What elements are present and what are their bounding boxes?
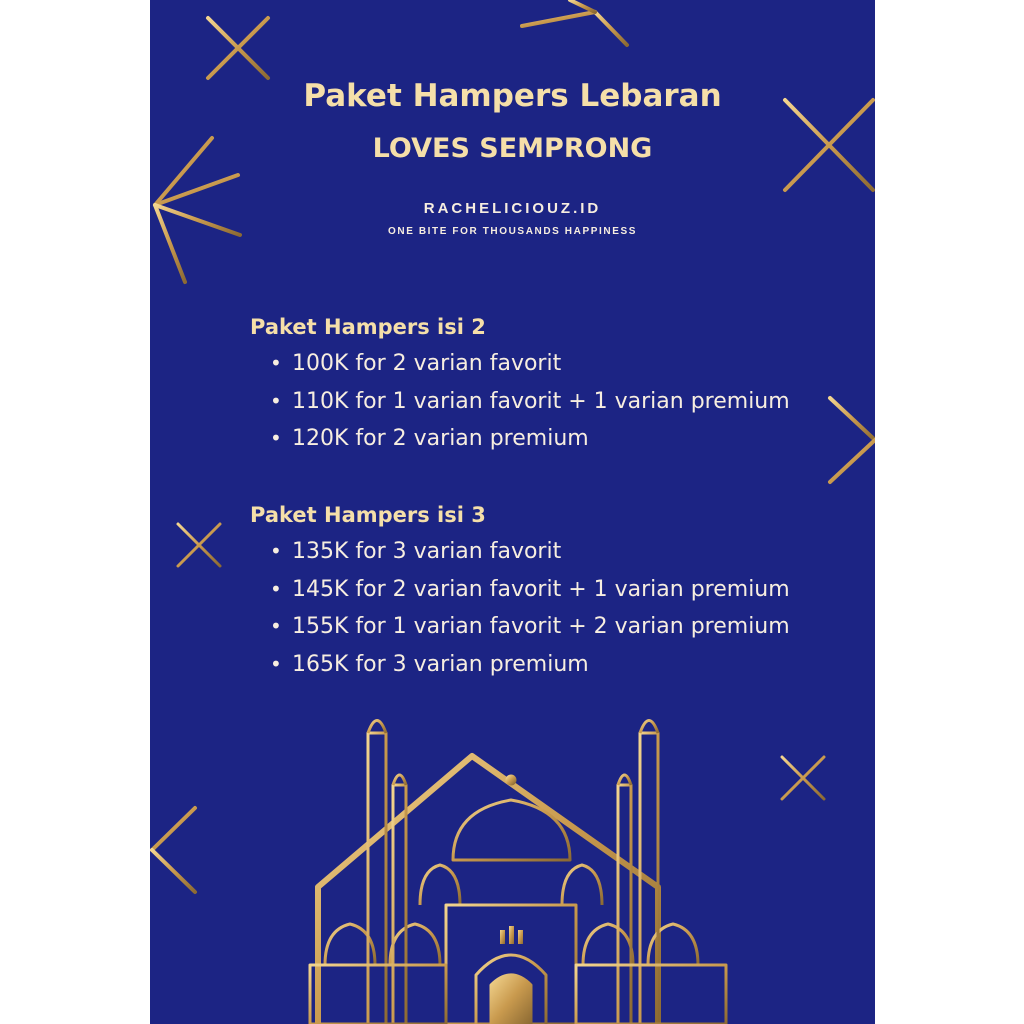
- brand-tagline: ONE BITE FOR THOUSANDS HAPPINESS: [388, 226, 637, 237]
- sparkle-star-icon: [164, 513, 234, 580]
- price-list-item: [270, 345, 790, 383]
- bullet-icon: •: [270, 539, 282, 563]
- price-item-text: 120K for 2 varian premium: [292, 426, 589, 451]
- bullet-icon: •: [270, 426, 282, 450]
- price-list: [270, 533, 790, 683]
- mosque-illustration: [310, 721, 726, 1024]
- poster-subtitle: LOVES SEMPRONG: [372, 133, 653, 164]
- price-list-item: [270, 533, 790, 571]
- sparkle-star-icon: [768, 745, 840, 812]
- poster: [150, 0, 875, 1024]
- poster-title: Paket Hampers Lebaran: [303, 78, 722, 114]
- bullet-icon: •: [270, 614, 282, 638]
- price-item-text: 165K for 3 varian premium: [292, 651, 589, 677]
- sparkle-star-icon: [522, 0, 627, 45]
- price-item-text: 135K for 3 varian favorit: [292, 539, 562, 564]
- price-item-text: 100K for 2 varian favorit: [292, 351, 562, 376]
- price-list-item: [270, 608, 790, 646]
- bullet-icon: •: [270, 651, 282, 676]
- brand-name: RACHELICIOUZ.ID: [423, 200, 602, 217]
- price-item-text: 155K for 1 varian favorit + 2 varian premium: [292, 614, 790, 639]
- price-list-item: [270, 571, 790, 609]
- sparkle-star-icon: [152, 790, 230, 910]
- section-heading: Paket Hampers isi 3: [250, 503, 486, 527]
- price-list: [270, 345, 790, 458]
- price-item-text: 145K for 2 varian favorit + 1 varian premium: [292, 576, 790, 602]
- price-list-item: [270, 383, 790, 421]
- bullet-icon: •: [270, 351, 282, 375]
- price-list-item: [270, 646, 790, 684]
- bullet-icon: •: [270, 388, 282, 413]
- price-item-text: 110K for 1 varian favorit + 1 varian premium: [292, 388, 790, 414]
- sparkle-star-icon: [800, 398, 875, 482]
- bullet-icon: •: [270, 576, 282, 601]
- section-heading: Paket Hampers isi 2: [250, 315, 486, 339]
- price-list-item: [270, 420, 790, 458]
